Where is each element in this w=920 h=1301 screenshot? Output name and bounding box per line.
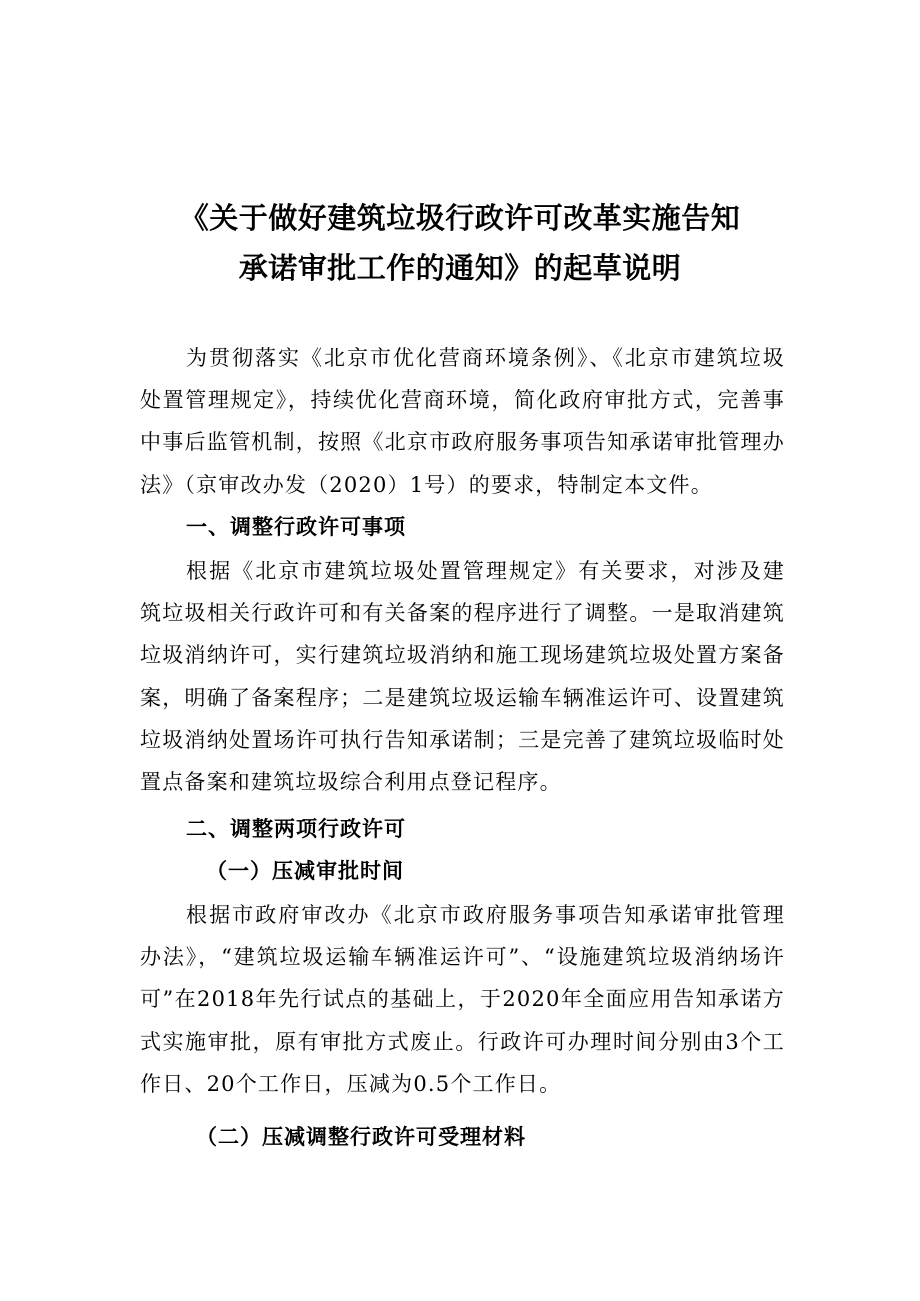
document-title-line-2: 承诺审批工作的通知》的起草说明 bbox=[238, 251, 682, 285]
section-1-paragraph: 根据《北京市建筑垃圾处置管理规定》有关要求，对涉及建筑垃圾相关行政许可和有关备案的程序进行了调整。一是取消建筑垃圾消纳许可，实行建筑垃圾消纳和施工现场建筑垃圾处置方案备案，明确了备案程序；二是建筑垃圾运输车辆准运许可、设置建筑垃圾消纳处置场许可执行告知承诺制；三是完善了建筑垃圾临时处置点备案和建筑垃圾综合利用点登记程序。 bbox=[140, 559, 785, 795]
subsection-1-heading: （一）压减审批时间 bbox=[206, 859, 404, 883]
section-1-heading: 一、调整行政许可事项 bbox=[186, 515, 406, 539]
subsection-2-heading: （二）压减调整行政许可受理材料 bbox=[196, 1125, 526, 1149]
intro-paragraph: 为贯彻落实《北京市优化营商环境条例》、《北京市建筑垃圾处置管理规定》，持续优化营商环境，简化政府审批方式，完善事中事后监管机制，按照《北京市政府服务事项告知承诺审批管理办法》（京审改办发（2020）1号）的要求，特制定本文件。 bbox=[140, 346, 785, 497]
subsection-1-paragraph: 根据市政府审改办《北京市政府服务事项告知承诺审批管理办法》，“建筑垃圾运输车辆准运许可”、“设施建筑垃圾消纳场许可”在2018年先行试点的基础上，于2020年全面应用告知承诺方式实施审批，原有审批方式废止。行政许可办理时间分别由3个工作日、20个工作日，压减为0.5个工作日。 bbox=[140, 903, 785, 1096]
document-title-line-1: 《关于做好建筑垃圾行政许可改革实施告知 bbox=[179, 201, 741, 235]
section-2-heading: 二、调整两项行政许可 bbox=[186, 817, 406, 841]
